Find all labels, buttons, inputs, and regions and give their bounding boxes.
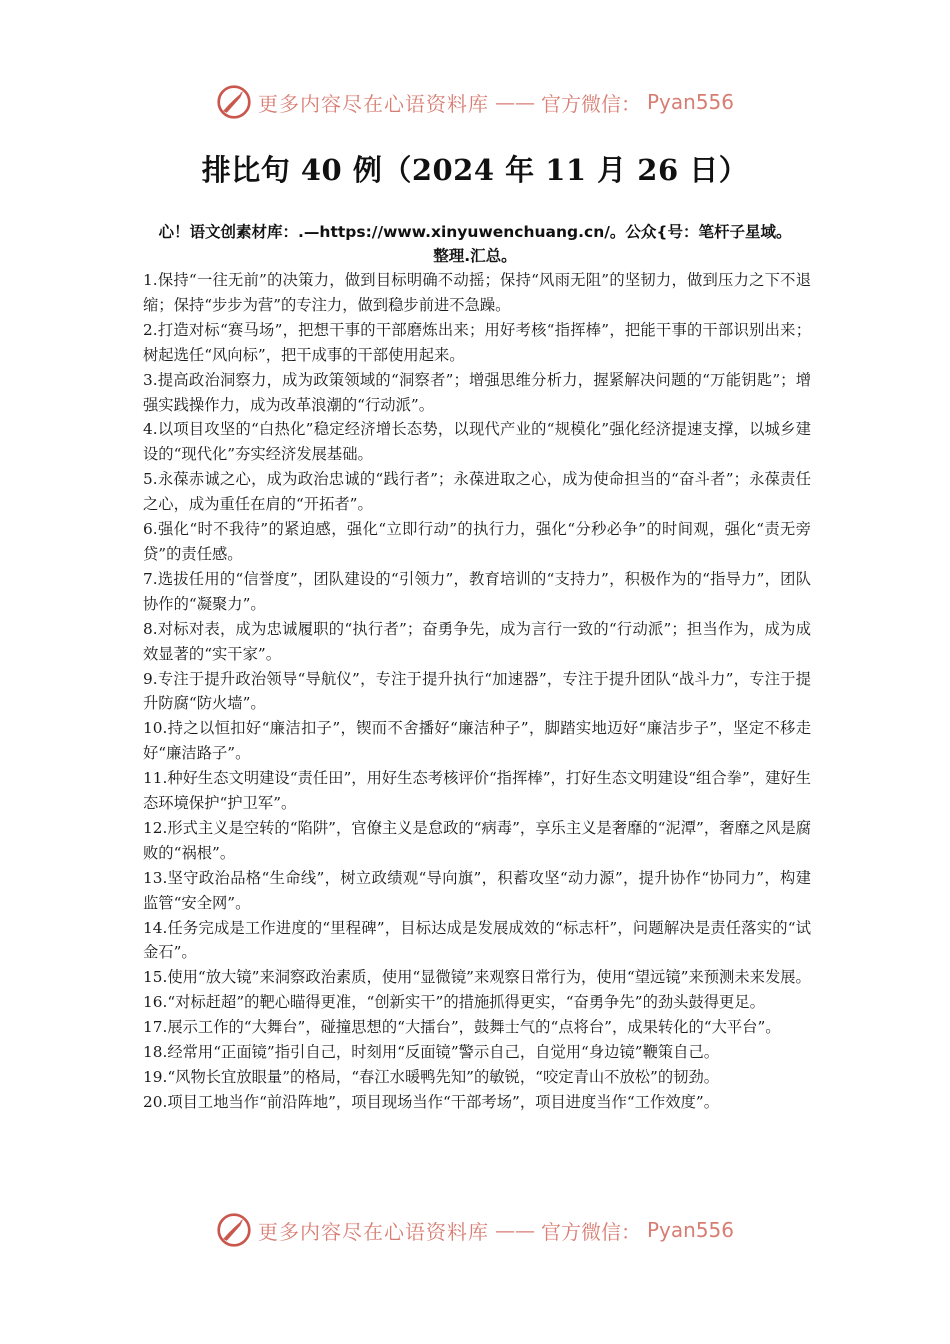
list-item: 14.任务完成是工作进度的“里程碑”，目标达成是发展成效的“标志杆”，问题解决是责任落实的“试金石”。 [143,918,811,962]
banner-separator: —— [494,90,535,114]
list-item: 17.展示工作的“大舞台”，碰撞思想的“大擂台”，鼓舞士气的“点将台”，成果转化的“大平台”。 [143,1018,781,1037]
list-item: 20.项目工地当作“前沿阵地”，项目现场当作“干部考场”，项目进度当作“工作效度”。 [143,1092,720,1111]
sentence-list [143,268,811,1115]
list-item: 18.经常用“正面镜”指引自己，时刻用“反面镜”警示自己，自觉用“身边镜”鞭策自己。 [143,1043,720,1062]
list-item: 3.提高政治洞察力，成为政策领域的“洞察者”；增强思维分析力，握紧解决问题的“万能钥匙”；增强实践操作力，成为改革浪潮的“行动派”。 [143,370,811,414]
banner-wechat-handle: Pyan556 [646,1218,734,1242]
list-item: 19.“风物长宜放眼量”的格局，“春江水暖鸭先知”的敏锐，“咬定青山不放松”的韧劲。 [143,1068,720,1086]
list-item: 16.“对标赶超”的靶心瞄得更准，“创新实干”的措施抓得更实，“奋勇争先”的劲头鼓得更足。 [143,993,765,1012]
banner-text: 更多内容尽在心语资料库 [257,1219,489,1244]
scroll-feather-logo-icon [216,1212,252,1248]
source-line-2: 整理.汇总。 [433,247,517,265]
list-item: 12.形式主义是空转的“陷阱”，官僚主义是怠政的“病毒”，享乐主义是奢靡的“泥潭”，奢靡之风是腐败的“祸根”。 [143,818,811,862]
banner-text: 更多内容尽在心语资料库 [257,91,489,116]
list-item: 11.种好生态文明建设“责任田”，用好生态考核评价“指挥棒”，打好生态文明建设“组合拳”，建好生态环境保护“护卫军”。 [143,769,811,813]
scroll-feather-logo-icon [216,84,252,120]
list-item: 6.强化“时不我待”的紧迫感，强化“立即行动”的执行力，强化“分秒必争”的时间观，强化“责无旁贷”的责任感。 [143,520,811,563]
source-note [140,220,810,268]
list-item: 7.选拔任用的“信誉度”，团队建设的“引领力”，教育培训的“支持力”，积极作为的“指导力”，团队协作的“凝聚力”。 [143,569,811,613]
list-item: 8.对标对表，成为忠诚履职的“执行者”；奋勇争先，成为言行一致的“行动派”；担当作为，成为成效显著的“实干家”。 [143,619,811,663]
list-item: 5.永葆赤诚之心，成为政治忠诚的“践行者”；永葆进取之心，成为使命担当的“奋斗者”；永葆责任之心，成为重任在肩的“开拓者”。 [143,470,811,514]
banner-wechat-handle: Pyan556 [646,90,734,114]
list-item: 1.保持“一往无前”的决策力，做到目标明确不动摇；保持“风雨无阻”的坚韧力，做到压力之下不退缩；保持“步步为营”的专注力，做到稳步前进不急躁。 [143,271,811,314]
list-item: 15.使用“放大镜”来洞察政治素质，使用“显微镜”来观察日常行为，使用“望远镜”来预测未来发展。 [143,968,811,987]
list-item: 4.以项目攻坚的“白热化”稳定经济增长态势，以现代产业的“规模化”强化经济提速支撑，以城乡建设的“现代化”夯实经济发展基础。 [143,420,811,464]
list-item: 9.专注于提升政治领导“导航仪”，专注于提升执行“加速器”，专注于提升团队“战斗力”，专注于提升防腐“防火墙”。 [143,669,811,713]
source-line-1: 心！语文创素材库：.—https://www.xinyuwenchuang.cn/。公众{号：笔杆子星域。 [158,223,792,241]
page-title: 排比句 40 例（2024 年 11 月 26 日） [201,153,749,187]
list-item: 10.持之以恒扣好“廉洁扣子”，锲而不舍播好“廉洁种子”，脚踏实地迈好“廉洁步子”，坚定不移走好“廉洁路子”。 [143,719,811,763]
list-item: 2.打造对标“赛马场”，把想干事的干部磨炼出来；用好考核“指挥棒”，把能干事的干部识别出来；树起选任“风向标”，把干成事的干部使用起来。 [143,320,811,364]
banner-separator: —— [494,1218,535,1242]
list-item: 13.坚守政治品格“生命线”，树立政绩观“导向旗”，积蓄攻坚“动力源”，提升协作“协同力”，构建监管“安全网”。 [143,868,811,912]
header-banner [0,78,950,126]
footer-banner [0,1206,950,1254]
banner-wechat-label: 官方微信： [540,1219,641,1244]
banner-wechat-label: 官方微信： [540,91,641,116]
